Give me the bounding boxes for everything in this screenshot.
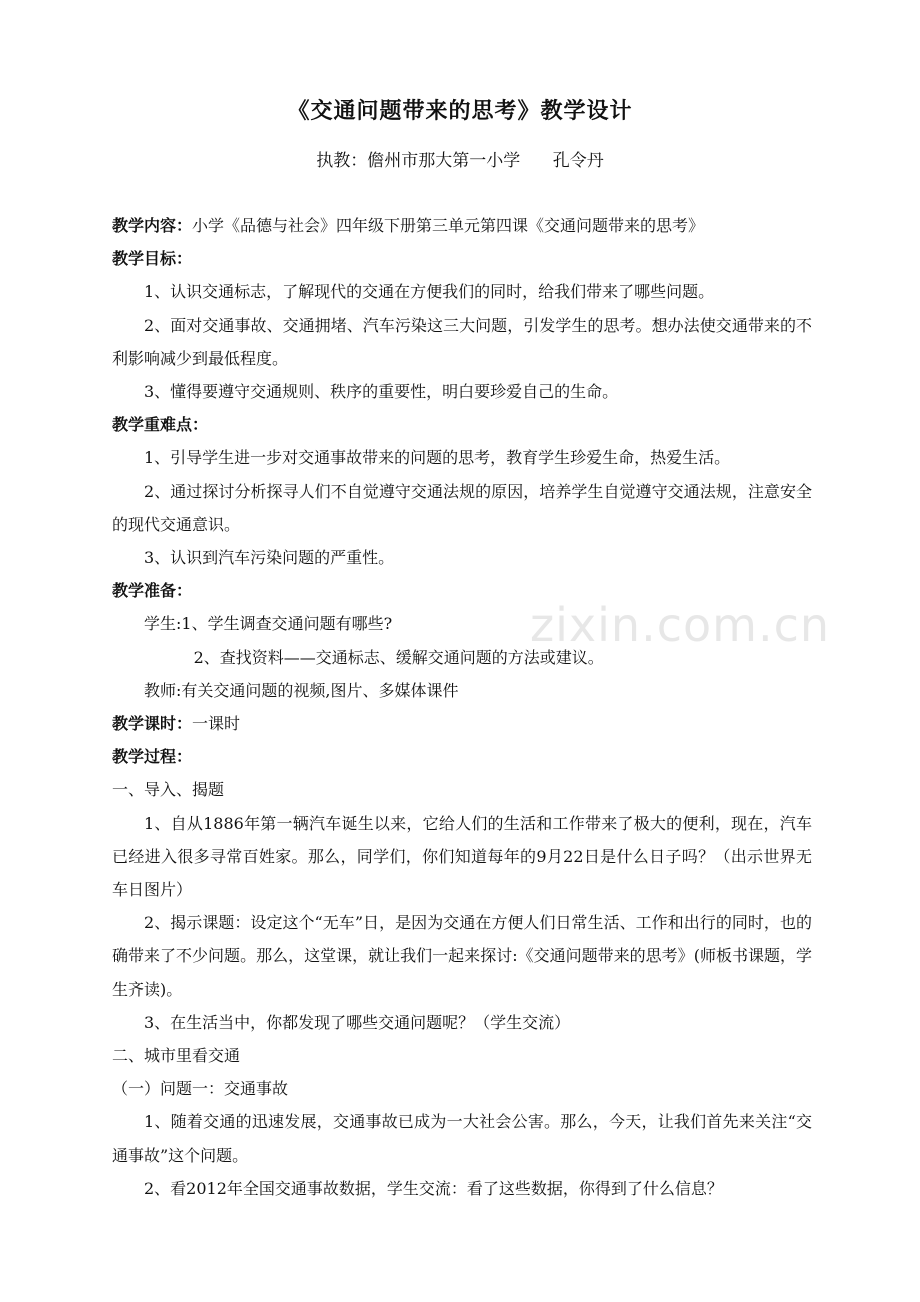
section-teaching-content — [112, 209, 812, 242]
section-class-hours — [112, 707, 812, 740]
watermark: zixin.com.cn — [530, 598, 831, 652]
key-point-2: 2、通过探讨分析探寻人们不自觉遵守交通法规的原因，培养学生自觉遵守交通法规，注意安全的现代交通意识。 — [112, 481, 812, 534]
prep-student-1: 学生:1、学生调查交通问题有哪些? — [144, 614, 393, 634]
key-point-3: 3、认识到汽车污染问题的严重性。 — [144, 548, 395, 568]
goal-1: 1、认识交通标志，了解现代的交通在方便我们的同时，给我们带来了哪些问题。 — [144, 282, 715, 302]
label-process: 教学过程： — [112, 747, 193, 767]
section-process — [112, 740, 812, 773]
document-body — [112, 209, 812, 1205]
document-title: 《交通问题带来的思考》教学设计 — [287, 98, 633, 124]
heading-intro: 一、导入、揭题 — [112, 780, 225, 800]
intro-para-1: 1、自从1886年第一辆汽车诞生以来，它给人们的生活和工作带来了极大的便利，现在，汽车已经进入很多寻常百姓家。那么，同学们，你们知道每年的9月22日是什么日子吗？（出示世界无车日图片） — [112, 813, 812, 900]
label-teaching-goals: 教学目标： — [112, 249, 193, 269]
text-teaching-content: 小学《品德与社会》四年级下册第三单元第四课《交通问题带来的思考》 — [192, 216, 705, 235]
accident-para-1: 1、随着交通的迅速发展，交通事故已成为一大社会公害。那么，今天，让我们首先来关注“交通事故”这个问题。 — [112, 1112, 812, 1165]
section-teaching-goals — [112, 242, 812, 275]
author-byline: 执教：儋州市那大第一小学 孔令丹 — [316, 151, 604, 171]
accident-para-2: 2、看2012年全国交通事故数据，学生交流：看了这些数据，你得到了什么信息？ — [144, 1178, 723, 1198]
label-class-hours: 教学课时： — [112, 714, 193, 734]
label-teaching-content: 教学内容： — [112, 216, 193, 235]
section-key-points — [112, 408, 812, 441]
subheading-accidents: （一）问题一：交通事故 — [112, 1079, 289, 1099]
key-point-1: 1、引导学生进一步对交通事故带来的问题的思考，教育学生珍爱生命，热爱生活。 — [144, 448, 731, 468]
prep-teacher: 教师:有关交通问题的视频,图片、多媒体课件 — [144, 680, 459, 700]
heading-city-traffic: 二、城市里看交通 — [112, 1046, 241, 1066]
prep-student-2: 2、查找资料——交通标志、缓解交通问题的方法或建议。 — [193, 647, 604, 667]
goal-3: 3、懂得要遵守交通规则、秩序的重要性，明白要珍爱自己的生命。 — [144, 382, 619, 402]
label-preparation: 教学准备： — [112, 581, 193, 601]
intro-para-2: 2、揭示课题：设定这个“无车”日，是因为交通在方便人们日常生活、工作和出行的同时，也的确带来了不少问题。那么，这堂课，就让我们一起来探讨:《交通问题带来的思考》(师板书课题，学生齐读)。 — [112, 913, 812, 999]
text-class-hours: 一课时 — [192, 714, 241, 734]
intro-para-3: 3、在生活当中，你都发现了哪些交通问题呢？（学生交流） — [144, 1012, 571, 1032]
label-key-points: 教学重难点： — [112, 415, 209, 435]
goal-2: 2、面对交通事故、交通拥堵、汽车污染这三大问题，引发学生的思考。想办法使交通带来的不利影响减少到最低程度。 — [112, 315, 812, 368]
